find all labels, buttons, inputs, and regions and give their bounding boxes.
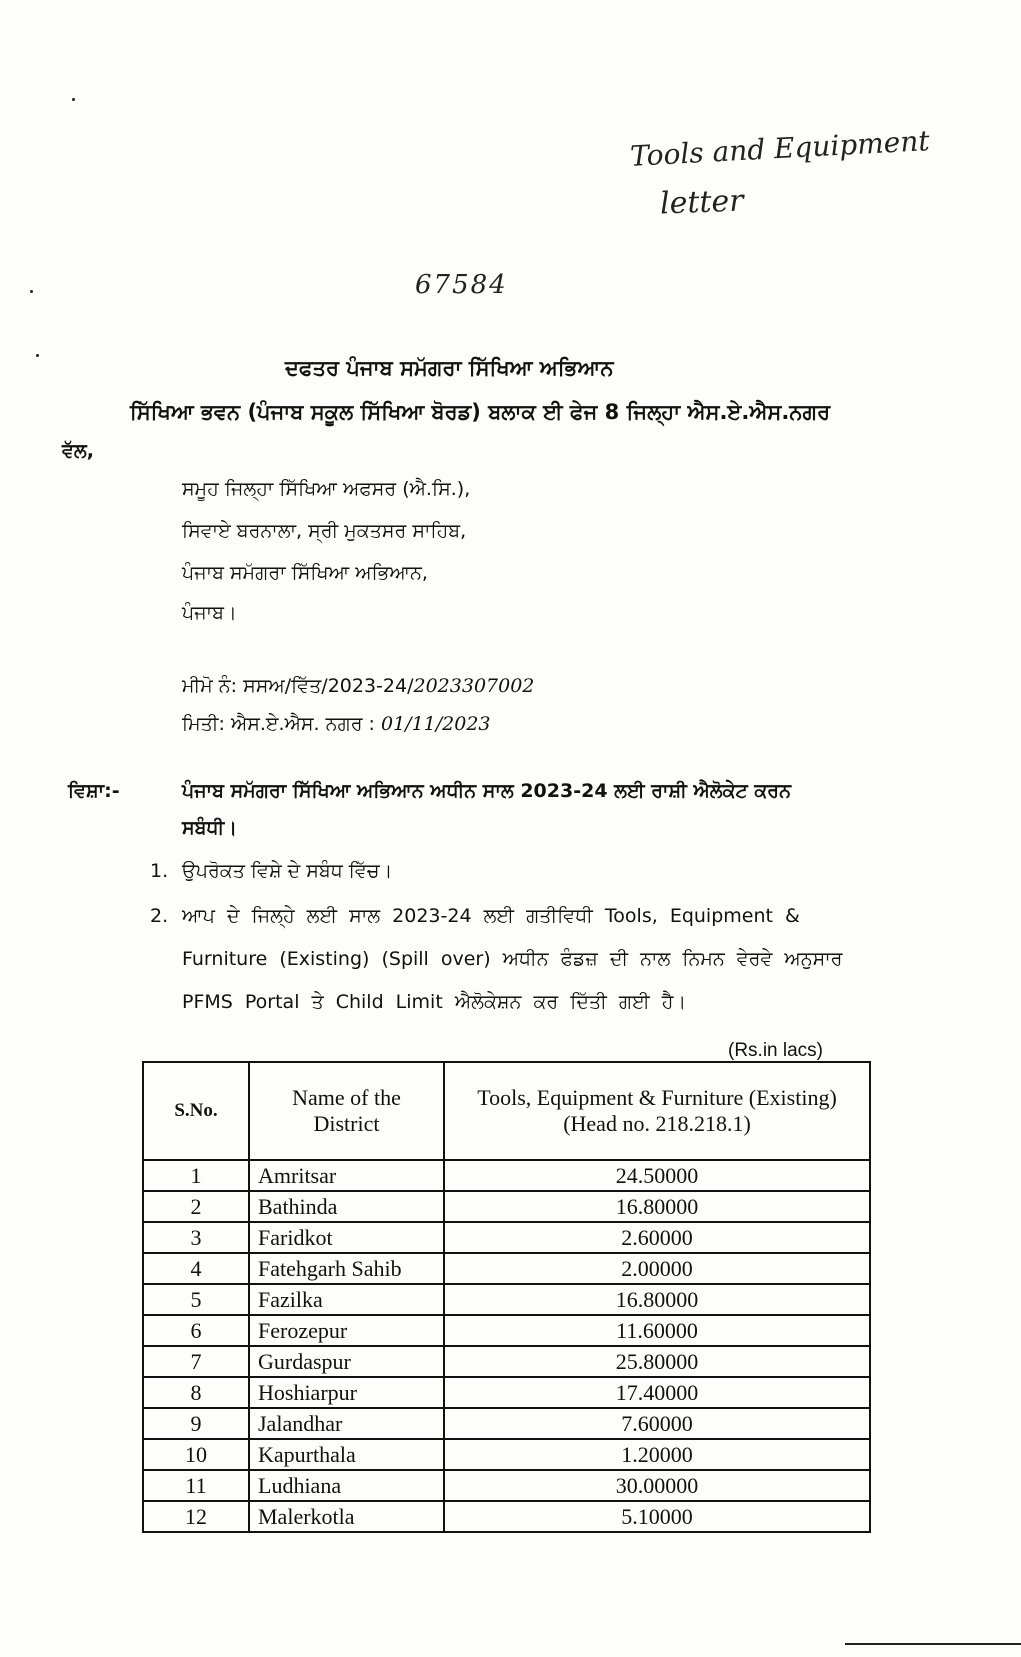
office-address: ਸਿੱਖਿਆ ਭਵਨ (ਪੰਜਾਬ ਸਕੂਲ ਸਿੱਖਿਆ ਬੋਰਡ) ਬਲਾਕ ਈ ਫੇਜ 8 ਜਿਲ੍ਹਾ ਐਸ.ਏ.ਐਸ.ਨਗਰ <box>130 400 831 424</box>
row-district: Fatehgarh Sahib <box>249 1253 444 1284</box>
row-district: Jalandhar <box>249 1408 444 1439</box>
row-sno: 5 <box>143 1284 249 1315</box>
point-number: 2. <box>150 905 169 927</box>
handwritten-diary-number: 67584 <box>415 270 508 300</box>
handwritten-note-line1: Tools and Equipment <box>629 124 931 173</box>
units-label: (Rs.in lacs) <box>728 1040 824 1061</box>
memo-handwritten-number: 2023307002 <box>413 675 535 697</box>
row-sno: 3 <box>143 1222 249 1253</box>
to-label: ਵੱਲ, <box>62 440 94 462</box>
subject-line: ਪੰਜਾਬ ਸਮੱਗਰਾ ਸਿੱਖਿਆ ਅਭਿਆਨ ਅਧੀਨ ਸਾਲ 2023-24 ਲਈ ਰਾਸ਼ੀ ਐਲੋਕੇਟ ਕਰਨ <box>182 780 791 802</box>
row-sno: 8 <box>143 1377 249 1408</box>
table-row <box>143 1222 870 1253</box>
row-value: 30.00000 <box>444 1470 870 1501</box>
row-value: 24.50000 <box>444 1160 870 1191</box>
row-value: 25.80000 <box>444 1346 870 1377</box>
header-sno: S.No. <box>143 1062 249 1160</box>
table-header-row <box>143 1062 870 1160</box>
row-district: Amritsar <box>249 1160 444 1191</box>
table-row <box>143 1315 870 1346</box>
row-sno: 7 <box>143 1346 249 1377</box>
table-row <box>143 1253 870 1284</box>
row-value: 1.20000 <box>444 1439 870 1470</box>
scan-speck <box>72 98 75 101</box>
header-district-line1: Name of the <box>292 1085 401 1110</box>
row-value: 2.00000 <box>444 1253 870 1284</box>
header-value-line1: Tools, Equipment & Furniture (Existing) <box>477 1085 837 1110</box>
row-sno: 4 <box>143 1253 249 1284</box>
row-district: Kapurthala <box>249 1439 444 1470</box>
header-district-line2: District <box>313 1111 380 1136</box>
table-row <box>143 1284 870 1315</box>
scan-speck <box>36 354 39 357</box>
row-sno: 1 <box>143 1160 249 1191</box>
table-row <box>143 1439 870 1470</box>
subject-label: ਵਿਸ਼ਾ:- <box>68 780 120 802</box>
row-district: Malerkotla <box>249 1501 444 1532</box>
allocation-table <box>142 1061 871 1533</box>
header-value <box>444 1062 870 1160</box>
row-district: Fazilka <box>249 1284 444 1315</box>
row-value: 16.80000 <box>444 1284 870 1315</box>
row-sno: 2 <box>143 1191 249 1222</box>
table-row <box>143 1346 870 1377</box>
row-district: Gurdaspur <box>249 1346 444 1377</box>
office-heading: ਦਫਤਰ ਪੰਜਾਬ ਸਮੱਗਰਾ ਸਿੱਖਿਆ ਅਭਿਆਨ <box>285 356 614 380</box>
row-district: Ludhiana <box>249 1470 444 1501</box>
recipient-line: ਪੰਜਾਬ ਸਮੱਗਰਾ ਸਿੱਖਿਆ ਅਭਿਆਨ, <box>182 562 428 584</box>
header-district <box>249 1062 444 1160</box>
scan-speck <box>30 290 33 293</box>
table-row <box>143 1470 870 1501</box>
table-row <box>143 1408 870 1439</box>
point-text: PFMS Portal ਤੇ Child Limit ਐਲੋਕੇਸ਼ਨ ਕਰ ਦਿੱਤੀ ਗਈ ਹੈ। <box>182 991 687 1013</box>
point-text: Furniture (Existing) (Spill over) ਅਧੀਨ ਫੰਡਜ਼ ਦੀ ਨਾਲ ਨਿਮਨ ਵੇਰਵੇ ਅਨੁਸਾਰ <box>182 948 843 970</box>
handwritten-note-line2: letter <box>659 183 745 222</box>
row-value: 16.80000 <box>444 1191 870 1222</box>
row-sno: 9 <box>143 1408 249 1439</box>
recipient-line: ਸਮੂਹ ਜਿਲ੍ਹਾ ਸਿੱਖਿਆ ਅਫਸਰ (ਐ.ਸਿ.), <box>182 478 471 500</box>
memo-number <box>182 675 534 697</box>
row-value: 5.10000 <box>444 1501 870 1532</box>
table-row <box>143 1160 870 1191</box>
row-value: 11.60000 <box>444 1315 870 1346</box>
table-body <box>143 1160 870 1532</box>
header-value-line2: (Head no. 218.218.1) <box>563 1111 751 1136</box>
recipient-line: ਸਿਵਾਏ ਬਰਨਾਲਾ, ਸ੍ਰੀ ਮੁਕਤਸਰ ਸਾਹਿਬ, <box>182 520 467 542</box>
date-prefix: ਮਿਤੀ: ਐਸ.ਏ.ਐਸ. ਨਗਰ : <box>182 713 375 735</box>
point-number: 1. <box>150 860 169 882</box>
table-row <box>143 1501 870 1532</box>
row-sno: 10 <box>143 1439 249 1470</box>
page-edge-line <box>845 1643 1021 1645</box>
row-district: Bathinda <box>249 1191 444 1222</box>
recipient-line: ਪੰਜਾਬ। <box>182 602 237 624</box>
row-sno: 12 <box>143 1501 249 1532</box>
memo-date <box>182 713 491 735</box>
date-handwritten: 01/11/2023 <box>380 713 491 735</box>
row-district: Ferozepur <box>249 1315 444 1346</box>
row-value: 17.40000 <box>444 1377 870 1408</box>
row-sno: 6 <box>143 1315 249 1346</box>
row-district: Faridkot <box>249 1222 444 1253</box>
table-row <box>143 1191 870 1222</box>
row-district: Hoshiarpur <box>249 1377 444 1408</box>
memo-prefix: ਮੀਮੋ ਨੰ: ਸਸਅ/ਵਿੱਤ/2023-24/ <box>182 675 414 697</box>
point-text: ਆਪ ਦੇ ਜਿਲ੍ਹੇ ਲਈ ਸਾਲ 2023-24 ਲਈ ਗਤੀਵਿਧੀ Tools, Equipment & <box>182 905 800 927</box>
row-value: 2.60000 <box>444 1222 870 1253</box>
subject-line: ਸਬੰਧੀ। <box>182 817 238 839</box>
point-text: ਉਪਰੋਕਤ ਵਿਸ਼ੇ ਦੇ ਸਬੰਧ ਵਿੱਚ। <box>182 860 393 882</box>
row-value: 7.60000 <box>444 1408 870 1439</box>
row-sno: 11 <box>143 1470 249 1501</box>
table-row <box>143 1377 870 1408</box>
